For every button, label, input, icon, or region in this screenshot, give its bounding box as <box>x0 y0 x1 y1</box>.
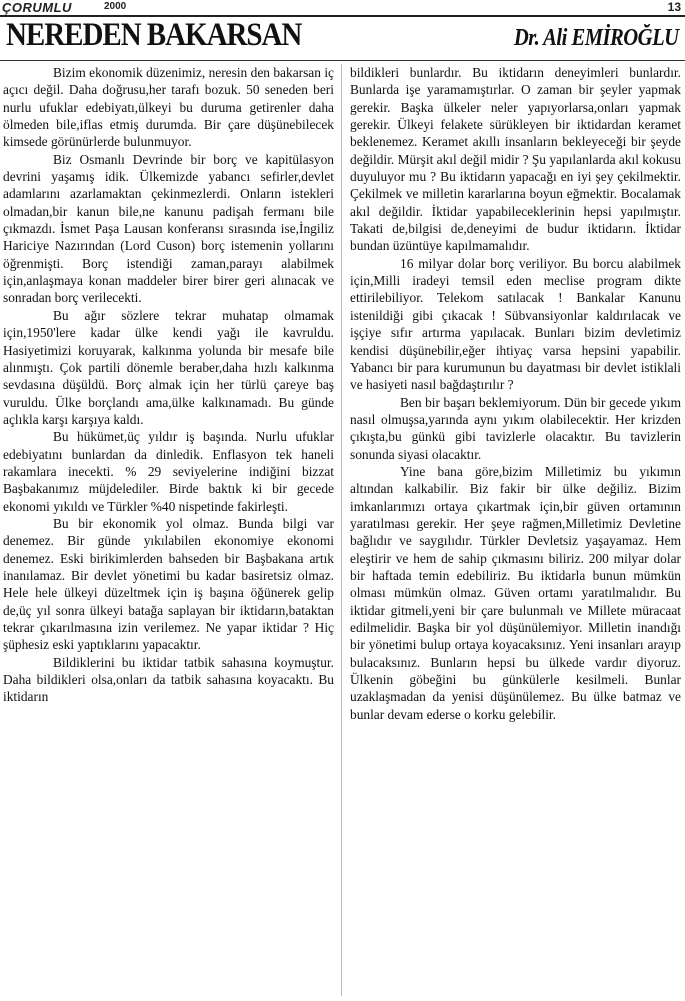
right-column <box>350 64 681 996</box>
title-rule <box>0 60 685 61</box>
paragraph: Bu bir ekonomik yol olmaz. Bunda bilgi var denemez. Bir günde yıkılabilen ekonomiye ekonomi denemez. Eski birikimlerden bahseden bir Başbakana artık inanılamaz. Bir devlet yönetimi bu kadar basiretsiz olmaz. Hele hele ülkeyi düzeltmek için iş başına öğünerek gelip de,üç yıl sonra ülkeyi batağa saplayan bir iktidarın,bataktan tekrar çıkarılmasına izin verilemez. Ne yapar iktidar ? Hiç şüphesiz eski yaptıklarını yapacaktır. <box>3 515 334 653</box>
paragraph: 16 milyar dolar borç veriliyor. Bu borcu alabilmek için,Milli iradeyi temsil eden meclise program dikte ettirilebiliyor. Telekom satılacak ! Bankalar Kanunu istenildiği gibi çıkacak ! Sübvansiyonlar kaldırılacak ve işçiye sıfır artırma yapılacak. Bunları bizim devletimiz kendisi düşünebilir,eğer ihtiyaç varsa hepsini yapabilir. Yabancı bir para kurumunun bu dayatması bir devlet istiklali ve hasiyeti nasıl bağdaştırılır ? <box>350 255 681 393</box>
paragraph: Ben bir başarı beklemiyorum. Dün bir gecede yıkım nasıl olmuşsa,yarında aynı yıkım olabilecektir. Her krizden çıkışta,bu günkü gibi tavizlerle olacaktır. Bu tavizlerin sonunda siyasi olacaktır. <box>350 394 681 462</box>
paragraph-continued: bildikleri bunlardır. Bu iktidarın deneyimleri bunlardır. Bunlarda işe yaramamıştırlar. O zaman bir şeyler yapmak gerekir. Başka ülkeler neler yapıyorlarsa,onları yapmak gerekir. Ülkeyi felakete sürükleyen bir iktidardan keramet beklenemez. Keramet akıllı insanların bekleyeceği bir şeyde değildir. Mürşit akıl değil midir ? Şu yapılanlarda akıl kokusu duyuluyor mu ? Bu iktidarın yapacağı en iyi şey çekilmektir. Çekilmek ve milletin kararlarına boyun eğmektir. Bocalamak akıl değildir. İktidar yapabileceklerinin hepsi yapılmıştır. Takati de,bilgisi de,deneyimi de budur iktidarın. İktidar bundan üzüntüye kapılmamalıdır. <box>350 65 681 254</box>
article-title: NEREDEN BAKARSAN <box>6 17 302 53</box>
publication-year: 2000 <box>104 1 127 12</box>
paragraph: Bildiklerini bu iktidar tatbik sahasına koymuştur. Daha bildikleri olsa,onları da tatbik sahasına koyacaktı. Bu iktidarın <box>3 654 334 705</box>
left-column <box>3 64 334 996</box>
paragraph: Yine bana göre,bizim Milletimiz bu yıkımın altından kalkabilir. Biz fakir bir ülke değiliz. Bizim imkanlarımızı ortaya çıkartmak için,bir güven ortamının yaratılması gerekir. Her şeye rağmen,Milletimiz Devletine bağlıdır ve saygılıdır. Türkler Devletsiz yaşayamaz. Hem eleştirir ve hem de sahip çıkmasını biliriz. 200 milyar dolar bir haftada temin edebiliriz. Bu iktidarla bunun mümkün olması mümkün olmaz. Güven ortamı yaratılmalıdır. Bu iktidar gitmeli,yeni bir çare bulunmalı ve Millete müracaat edilmelidir. Başka bir yol düşünülemiyor. Milletin inandığı bir yönetimi bulup ortaya koyacaksınız. Yeni insanları arayıp bulacaksınız. Bunların hepsi bu ülkede vardır diyoruz. Ülkenin göbeğini bu günkülerle kesilmeli. Bunlar uzaklaşmadan da yenisi düşünülemez. Bu ülke batmaz ve bunlar devam ederse o korku gelebilir. <box>350 463 681 722</box>
paragraph: Bu hükümet,üç yıldır iş başında. Nurlu ufuklar edebiyatını bunlardan da dinledik. Enflasyon tek haneli rakamlara inecekti. % 29 seviyelerine indiğini bizzat Başbakanımız müjdelediler. Birde baktık ki bir gecede ekonomi yıkıldı ve Türkler %40 nispetinde fakirleşti. <box>3 429 334 514</box>
paragraph: Bu ağır sözlere tekrar muhatap olmamak için,1950'lere kadar ülke kendi yağı ile kavruldu. Hasiyetimizi koruyarak, kalkınma yolunda bir mesafe bile alınmıştı. Çok partili dönemle beraber,daha hızlı kalkınma sevdasına düşüldü. Borç almak için her türlü çareye baş vuruldu. Ülke borçlandı ama,ülke kalkınamadı. Bu günde açlıkla karşı karşıya kaldı. <box>3 307 334 427</box>
page-header <box>0 0 685 16</box>
page-number: 13 <box>667 0 681 14</box>
article-author: Dr. Ali EMİROĞLU <box>514 25 679 51</box>
column-divider <box>341 64 342 996</box>
paragraph: Bizim ekonomik düzenimiz, neresin den bakarsan iç açıcı değil. Daha doğrusu,her tarafı bozuk. 50 seneden beri nurlu ufuklar edebiyatı,ülkeyi bu duruma getirenler daha ölmeden bile,iflas etmiş durumda. Bir çare düşünebilecek kimsede görünürlerde bulunmuyor. <box>3 65 334 150</box>
paragraph: Biz Osmanlı Devrinde bir borç ve kapitülasyon devrini yaşamış idik. Ülkemizde yabancı sefirler,devlet adamlarını azarlamaktan çekinmezlerdi. Onların istekleri olmadan,bir kanun bile,ne kanunu padişah fermanı bile çıkmazdı. İsmet Paşa Lausan konferansı sırasında ise,İngiliz Hariciye Nazırından (Lord Cuson) borç istemenin yollarını öğrenmişti. Borç istendiği zaman,parayı alabilmek için,anlaşmaya konan maddeler birer birer geri alınacak ve sonradan borç verilecekti. <box>3 151 334 306</box>
publication-logo: ÇORUMLU <box>2 0 72 15</box>
